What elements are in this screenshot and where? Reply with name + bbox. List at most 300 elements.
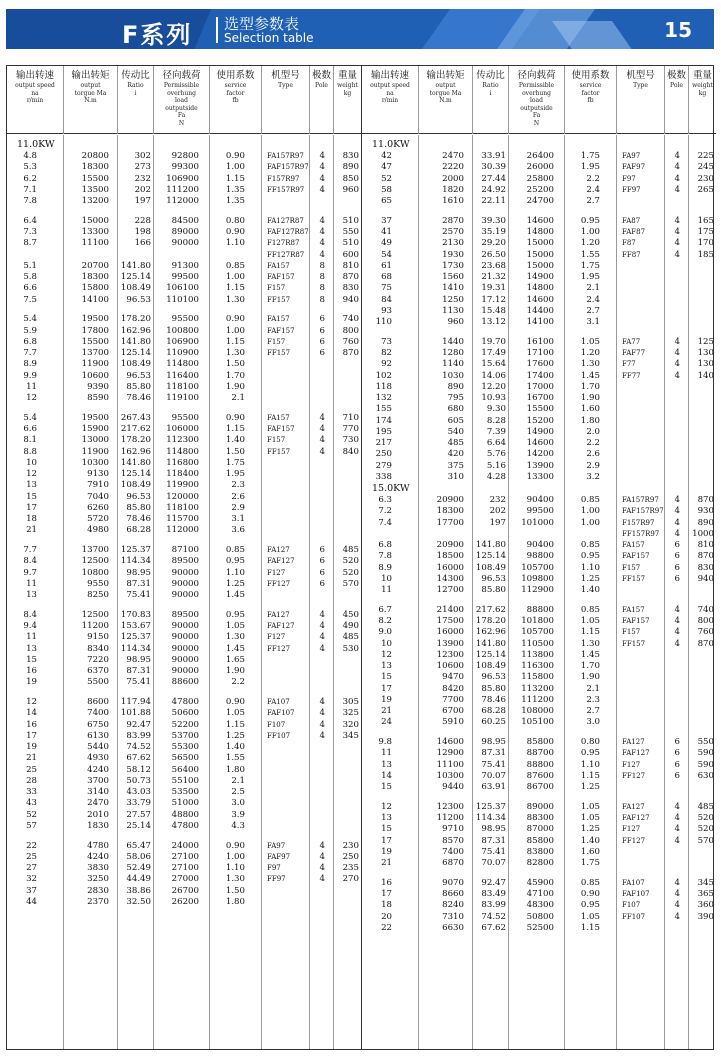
cell-torque: 9070 [442, 877, 464, 888]
cell-overhung-load: 119900 [166, 480, 199, 491]
cell-ratio: 75.41 [481, 759, 506, 770]
table-row [362, 878, 716, 889]
cell-weight: 530 [342, 643, 359, 654]
cell-torque: 7400 [87, 708, 109, 719]
cell-overhung-load: 50600 [171, 708, 199, 719]
cell-overhung-load: 56500 [171, 753, 199, 764]
cell-type: FAF157 [267, 273, 295, 281]
cell-overhung-load: 27100 [171, 851, 199, 862]
cell-pole: 4 [319, 840, 325, 851]
cell-weight: 710 [342, 412, 359, 423]
cell-service-factor: 3.2 [586, 471, 600, 482]
cell-overhung-load: 113200 [521, 683, 554, 694]
table-row [7, 424, 361, 435]
cell-type: FAF87 [622, 228, 646, 236]
cell-torque: 10600 [436, 661, 464, 671]
cell-pole: 4 [674, 184, 680, 195]
cell-type: FAF127 [267, 622, 295, 630]
cell-service-factor: 1.75 [580, 260, 600, 271]
table-row [362, 174, 716, 185]
table-row [7, 590, 361, 601]
cell-torque: 21400 [436, 604, 464, 615]
cell-type: FF157 [622, 639, 646, 648]
cell-service-factor: 2.1 [586, 283, 600, 294]
cell-service-factor: 1.20 [580, 348, 600, 358]
cell-type: FAF157R97 [622, 507, 664, 516]
table-row [7, 821, 361, 832]
cell-ratio: 38.86 [126, 885, 151, 896]
cell-speed: 28 [26, 775, 37, 786]
cell-service-factor: 1.05 [580, 911, 600, 922]
table-row [362, 563, 716, 574]
column-header-en: overhung [167, 89, 196, 97]
cell-service-factor: 1.15 [225, 336, 245, 347]
cell-weight: 870 [342, 272, 359, 282]
cell-ratio: 43.03 [126, 787, 151, 797]
cell-speed: 73 [381, 336, 392, 347]
cell-torque: 9710 [442, 824, 464, 835]
cell-speed: 7.7 [23, 545, 37, 555]
cell-pole: 4 [674, 604, 680, 615]
cell-overhung-load: 90000 [171, 578, 199, 589]
cell-overhung-load: 89000 [171, 227, 199, 237]
cell-weight: 890 [697, 517, 714, 528]
cell-ratio: 70.07 [481, 858, 506, 868]
cell-pole: 8 [319, 260, 325, 271]
cell-torque: 12300 [436, 801, 464, 812]
cell-overhung-load: 25200 [526, 184, 554, 195]
cell-ratio: 114.34 [120, 556, 151, 567]
cell-speed: 14 [381, 770, 392, 781]
cell-type: FAF107 [622, 890, 650, 898]
cell-overhung-load: 111200 [166, 184, 199, 195]
cell-overhung-load: 53700 [171, 730, 199, 741]
cell-torque: 1930 [442, 249, 464, 260]
cell-speed: 52 [381, 173, 392, 184]
cell-service-factor: 3.1 [586, 317, 600, 327]
cell-ratio: 78.46 [126, 514, 151, 524]
cell-pole: 4 [674, 801, 680, 812]
cell-torque: 11100 [436, 759, 464, 770]
column-header-cn: 输出转矩 [426, 70, 465, 81]
cell-overhung-load: 82800 [526, 858, 554, 868]
cell-ratio: 33.91 [481, 151, 506, 161]
cell-service-factor: 3.9 [231, 809, 245, 820]
cell-type: F127R87 [267, 239, 300, 248]
cell-service-factor: 1.30 [580, 359, 600, 370]
column-header-en: Permissible [518, 82, 555, 90]
cell-type: FAF127 [622, 749, 650, 758]
cell-weight: 630 [697, 770, 714, 781]
cell-service-factor: 1.30 [225, 874, 245, 885]
cell-overhung-load: 56400 [171, 764, 199, 775]
cell-overhung-load: 98800 [526, 551, 554, 562]
cell-torque: 1830 [87, 820, 109, 831]
cell-type: FAF157R97 [267, 163, 309, 172]
cell-torque: 3140 [87, 787, 109, 797]
cell-torque: 2010 [87, 809, 109, 820]
cell-overhung-load: 91300 [171, 260, 199, 271]
cell-service-factor: 1.10 [580, 562, 600, 573]
cell-torque: 2830 [87, 885, 109, 896]
cell-overhung-load: 87600 [526, 770, 554, 781]
table-row [362, 912, 716, 923]
cell-type: FF127 [267, 579, 291, 588]
table-row [362, 889, 716, 900]
cell-service-factor: 1.05 [225, 621, 245, 631]
table-row [7, 632, 361, 643]
cell-torque: 4980 [87, 525, 109, 536]
cell-torque: 1030 [442, 370, 464, 381]
cell-type: FAF97 [622, 163, 646, 172]
column-header-en: torgue Ma [429, 89, 462, 97]
cell-service-factor: 1.75 [580, 151, 600, 161]
column-header-cn: 输出转矩 [71, 70, 110, 81]
cell-torque: 795 [447, 393, 464, 403]
cell-service-factor: 1.10 [225, 863, 245, 873]
table-row [7, 326, 361, 337]
cell-overhung-load: 90000 [171, 621, 199, 631]
cell-overhung-load: 85800 [526, 835, 554, 846]
table-row [7, 514, 361, 525]
cell-ratio: 27.44 [481, 173, 506, 184]
cell-torque: 18300 [436, 506, 464, 517]
cell-overhung-load: 88800 [526, 759, 554, 770]
cell-pole: 4 [674, 348, 680, 358]
cell-service-factor: 1.30 [225, 294, 245, 305]
cell-overhung-load: 16700 [526, 393, 554, 403]
cell-service-factor: 2.7 [586, 305, 600, 316]
cell-pole: 4 [674, 517, 680, 528]
cell-service-factor: 1.35 [225, 184, 245, 195]
cell-speed: 20 [381, 911, 392, 922]
cell-overhung-load: 27000 [171, 874, 199, 885]
cell-service-factor: 3.6 [231, 525, 245, 536]
cell-torque: 6700 [442, 706, 464, 716]
cell-overhung-load: 13300 [526, 471, 554, 482]
cell-type: F157 [622, 628, 641, 637]
cell-service-factor: 1.05 [580, 813, 600, 823]
cell-overhung-load: 112000 [166, 525, 199, 536]
cell-type: F157 [267, 337, 286, 346]
table-row [7, 697, 361, 708]
cell-speed: 7.7 [23, 348, 37, 358]
cell-service-factor: 2.6 [586, 449, 600, 460]
cell-weight: 810 [697, 540, 714, 550]
cell-overhung-load: 55100 [171, 775, 199, 786]
cell-service-factor: 2.7 [586, 196, 600, 206]
cell-service-factor: 1.30 [580, 638, 600, 649]
cell-overhung-load: 14400 [526, 305, 554, 316]
cell-overhung-load: 118100 [166, 381, 199, 392]
cell-speed: 13 [26, 643, 37, 654]
cell-overhung-load: 101800 [521, 616, 554, 626]
cell-overhung-load: 99300 [171, 162, 199, 173]
cell-type: FAF157 [622, 617, 650, 625]
cell-overhung-load: 24700 [526, 196, 554, 206]
cell-torque: 1440 [442, 336, 464, 347]
table-row [362, 627, 716, 638]
cell-torque: 1610 [442, 196, 464, 206]
table-row [362, 162, 716, 173]
table-row [7, 621, 361, 632]
cell-speed: 22 [381, 922, 392, 933]
cell-torque: 1730 [442, 260, 464, 271]
table-row [7, 525, 361, 536]
cell-speed: 21 [26, 753, 37, 764]
cell-overhung-load: 15200 [526, 415, 554, 426]
cell-pole: 6 [674, 573, 680, 584]
cell-ratio: 85.80 [126, 381, 151, 392]
cell-service-factor: 1.65 [225, 654, 245, 665]
cell-speed: 250 [375, 449, 392, 460]
cell-ratio: 162.96 [475, 627, 506, 638]
cell-speed: 13 [26, 480, 37, 491]
cell-ratio: 75.41 [481, 846, 506, 857]
cell-ratio: 17.12 [481, 294, 506, 305]
cell-torque: 2470 [442, 151, 464, 161]
table-row [362, 185, 716, 196]
cell-ratio: 32.50 [126, 896, 151, 907]
column-header-cn: 径向载荷 [162, 70, 201, 81]
cell-torque: 6750 [87, 719, 109, 730]
cell-pole: 6 [319, 325, 325, 336]
cell-speed: 65 [381, 196, 392, 206]
cell-speed: 16 [26, 719, 37, 730]
cell-ratio: 19.31 [481, 283, 506, 294]
table-row [362, 748, 716, 759]
cell-weight: 485 [697, 801, 714, 812]
column-header-overhung-load [153, 66, 209, 134]
cell-weight: 130 [697, 348, 714, 358]
cell-service-factor: 1.10 [225, 567, 245, 578]
cell-speed: 37 [381, 215, 392, 226]
table-row [7, 852, 361, 863]
cell-speed: 93 [381, 305, 392, 316]
cell-service-factor: 2.1 [231, 775, 245, 786]
cell-pole: 6 [674, 737, 680, 747]
cell-overhung-load: 55300 [171, 742, 199, 752]
cell-weight: 870 [697, 638, 714, 649]
table-row [362, 227, 716, 238]
cell-pole: 4 [674, 900, 680, 911]
cell-overhung-load: 13900 [526, 460, 554, 471]
cell-ratio: 87.31 [481, 835, 506, 846]
column-header-en: output speed [370, 82, 410, 90]
cell-type: F157 [267, 436, 286, 445]
cell-service-factor: 0.85 [580, 604, 600, 615]
cell-ratio: 85.80 [481, 683, 506, 694]
cell-overhung-load: 24000 [171, 840, 199, 851]
cell-service-factor: 0.90 [225, 412, 245, 423]
cell-overhung-load: 118400 [166, 469, 199, 479]
table-row [7, 227, 361, 238]
cell-ratio: 35.19 [481, 227, 506, 237]
column-header-speed [7, 66, 63, 134]
cell-overhung-load: 90000 [171, 643, 199, 654]
cell-speed: 12 [26, 469, 37, 479]
cell-speed: 52 [26, 809, 37, 820]
cell-type: FA157R97 [622, 496, 659, 504]
cell-ratio: 21.32 [481, 272, 506, 282]
cell-ratio: 29.20 [481, 238, 506, 249]
cell-torque: 20900 [436, 495, 464, 505]
table-row [362, 295, 716, 306]
column-header-en: outputside [165, 104, 198, 112]
column-header-en: Pole [670, 82, 683, 90]
cell-speed: 174 [375, 415, 392, 426]
cell-ratio: 232 [134, 173, 151, 184]
cell-overhung-load: 111200 [521, 694, 554, 705]
column-header-en: i [489, 89, 492, 97]
cell-speed: 6.4 [23, 215, 37, 226]
cell-weight: 870 [342, 348, 359, 358]
cell-torque: 10600 [81, 370, 109, 381]
cell-overhung-load: 50800 [526, 911, 554, 922]
cell-ratio: 25.14 [126, 820, 151, 831]
cell-pole: 4 [674, 506, 680, 517]
cell-service-factor: 1.10 [225, 238, 245, 249]
table-row [362, 272, 716, 283]
cell-service-factor: 0.85 [580, 495, 600, 505]
cell-service-factor: 1.90 [580, 672, 600, 683]
cell-speed: 9.7 [23, 567, 37, 578]
cell-speed: 9.9 [23, 370, 37, 381]
cell-type: FA157R97 [267, 152, 304, 160]
cell-speed: 33 [26, 787, 37, 797]
cell-speed: 27 [26, 863, 37, 873]
cell-ratio: 33.79 [126, 798, 151, 809]
cell-torque: 18300 [81, 272, 109, 282]
cell-pole: 4 [674, 835, 680, 846]
cell-torque: 18500 [436, 551, 464, 562]
table-row [7, 610, 361, 621]
cell-overhung-load: 48800 [171, 809, 199, 820]
cell-ratio: 202 [134, 184, 151, 195]
cell-torque: 13700 [81, 348, 109, 358]
cell-ratio: 4.28 [486, 471, 506, 482]
cell-type: FA97 [622, 152, 641, 160]
cell-overhung-load: 109800 [521, 573, 554, 584]
table-row [362, 283, 716, 294]
column-header-overhung-load [508, 66, 564, 134]
cell-speed: 19 [26, 742, 37, 752]
table-row [362, 813, 716, 824]
cell-overhung-load: 90000 [171, 654, 199, 665]
cell-torque: 2870 [442, 215, 464, 226]
cell-torque: 7400 [442, 846, 464, 857]
cell-ratio: 98.95 [481, 737, 506, 747]
cell-torque: 19500 [81, 314, 109, 325]
table-row [7, 708, 361, 719]
cell-service-factor: 2.0 [586, 426, 600, 437]
cell-overhung-load: 99500 [171, 272, 199, 282]
selection-table [6, 65, 714, 1050]
cell-speed: 12 [26, 697, 37, 707]
cell-overhung-load: 14600 [526, 215, 554, 226]
cell-service-factor: 0.85 [580, 540, 600, 550]
column-header-en: r/min [26, 97, 44, 105]
cell-overhung-load: 87000 [526, 824, 554, 835]
cell-service-factor: 1.20 [580, 238, 600, 249]
cell-torque: 17500 [436, 616, 464, 626]
cell-ratio: 87.31 [126, 666, 151, 676]
cell-ratio: 273 [134, 162, 151, 173]
cell-torque: 890 [447, 381, 464, 392]
cell-pole: 4 [319, 632, 325, 643]
cell-type: FF127R87 [267, 250, 305, 259]
cell-weight: 320 [342, 719, 359, 730]
cell-pole: 4 [319, 215, 325, 226]
cell-speed: 11 [26, 578, 37, 589]
cell-speed: 16 [26, 666, 37, 676]
cell-ratio: 162.96 [120, 446, 151, 457]
cell-ratio: 14.06 [481, 370, 506, 381]
cell-service-factor: 1.00 [225, 162, 245, 173]
cell-ratio: 67.62 [481, 922, 506, 933]
column-header-en: N [533, 119, 540, 127]
cell-pole: 6 [674, 759, 680, 770]
cell-overhung-load: 112900 [521, 585, 554, 595]
cell-speed: 13 [381, 759, 392, 770]
cell-speed: 5.9 [23, 325, 37, 336]
cell-pole: 4 [319, 173, 325, 184]
cell-weight: 345 [697, 877, 714, 888]
cell-ratio: 96.53 [126, 491, 151, 502]
table-body [7, 135, 361, 1049]
cell-ratio: 96.53 [481, 573, 506, 584]
table-row [7, 295, 361, 306]
cell-weight: 245 [697, 162, 714, 173]
cell-ratio: 7.39 [486, 426, 506, 437]
cell-pole: 4 [319, 424, 325, 434]
cell-ratio: 52.49 [126, 863, 151, 873]
cell-torque: 20900 [436, 540, 464, 550]
cell-type: F127 [622, 825, 641, 834]
cell-type: F127 [267, 633, 286, 642]
cell-ratio: 75.41 [126, 677, 151, 688]
cell-speed: 57 [26, 820, 37, 831]
cell-weight: 250 [342, 851, 359, 862]
cell-weight: 940 [697, 573, 714, 584]
cell-torque: 8340 [87, 643, 109, 654]
table-row [362, 196, 716, 207]
cell-pole: 4 [674, 238, 680, 249]
cell-ratio: 108.49 [120, 283, 151, 294]
cell-ratio: 217.62 [475, 604, 506, 615]
cell-overhung-load: 14200 [526, 449, 554, 460]
cell-pole: 4 [319, 238, 325, 249]
cell-torque: 11200 [436, 813, 464, 823]
cell-torque: 16000 [436, 562, 464, 573]
cell-torque: 14300 [436, 573, 464, 584]
cell-service-factor: 1.15 [225, 424, 245, 434]
cell-service-factor: 1.30 [225, 632, 245, 643]
table-row [7, 382, 361, 393]
column-header-cn: 传动比 [121, 70, 150, 81]
table-row [7, 568, 361, 579]
cell-ratio: 114.34 [475, 813, 506, 823]
cell-speed: 6.8 [23, 336, 37, 347]
cell-overhung-load: 14800 [526, 227, 554, 237]
cell-service-factor: 1.15 [225, 283, 245, 294]
cell-pole: 4 [674, 151, 680, 161]
cell-ratio: 83.99 [126, 730, 151, 741]
table-row [7, 666, 361, 677]
cell-speed: 6.2 [23, 173, 37, 184]
cell-ratio: 39.30 [481, 215, 506, 226]
cell-speed: 5.3 [23, 162, 37, 173]
